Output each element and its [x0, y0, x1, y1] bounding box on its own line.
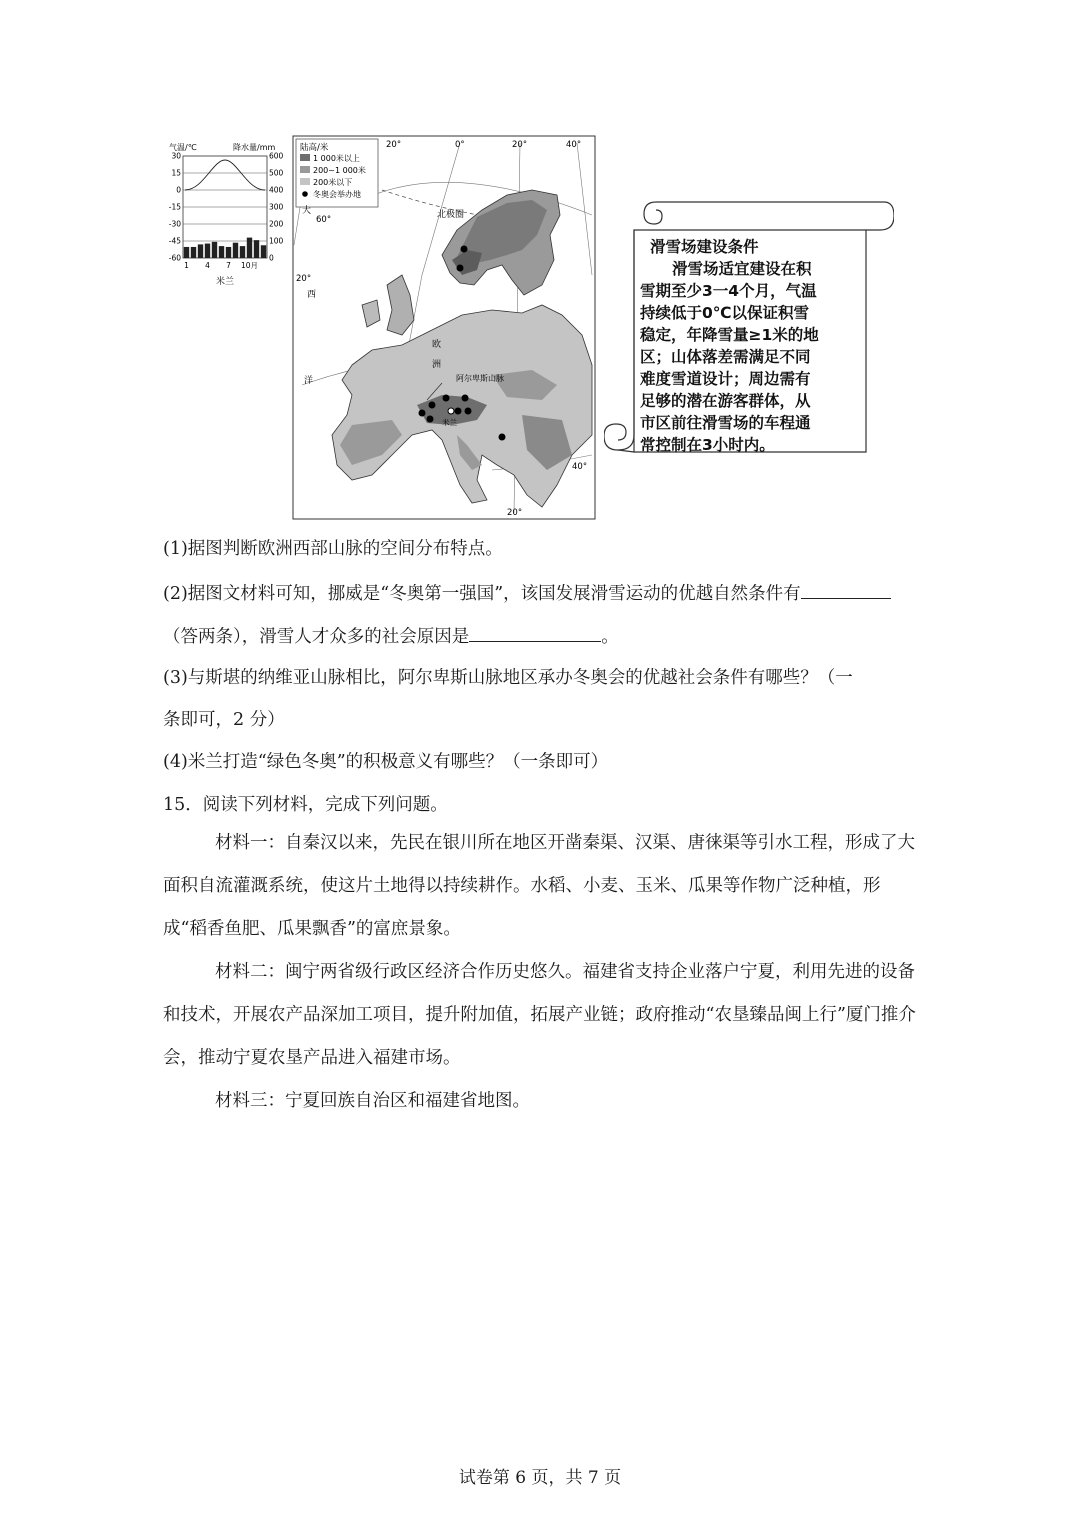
lat-label: 20° — [296, 274, 312, 284]
legend-venue: 冬奥会举办地 — [313, 190, 361, 199]
question-2-text: (2)据图文材料可知，挪威是“冬奥第一强国”，该国发展滑雪运动的优越自然条件有 — [163, 584, 801, 604]
venue-dot — [443, 395, 450, 402]
scroll-line: 足够的潜在游客群体，从 — [640, 392, 811, 410]
answer-blank[interactable] — [469, 623, 601, 642]
question-15: 15．阅读下列材料，完成下列问题。 — [163, 795, 448, 815]
lon-label: 40° — [566, 140, 582, 150]
venue-dot — [455, 408, 462, 415]
precip-bar — [261, 245, 266, 258]
venue-dot — [465, 408, 472, 415]
legend-title: 陆高/米 — [300, 143, 329, 153]
scroll-line: 区；山体落差需满足不同 — [640, 348, 811, 366]
legend-mid: 200~1 000米 — [313, 166, 366, 175]
question-2-end: 。 — [601, 627, 619, 647]
temp-tick: 0 — [176, 185, 181, 195]
precip-tick: 200 — [269, 219, 284, 229]
climate-right-axis-label: 降水量/mm — [233, 143, 276, 152]
temp-tick: -45 — [168, 236, 181, 246]
month-tick: 4 — [205, 261, 210, 270]
precip-bar — [233, 243, 238, 258]
lon-label: 20° — [507, 508, 523, 518]
precip-tick: 500 — [269, 168, 284, 178]
temp-tick: 30 — [171, 151, 181, 161]
month-tick: 1 — [184, 261, 189, 270]
temp-tick: -15 — [168, 202, 181, 212]
question-3-line1: (3)与斯堪的纳维亚山脉相比，阿尔卑斯山脉地区承办冬奥会的优越社会条件有哪些？（一 — [163, 668, 853, 688]
map-legend — [296, 139, 378, 207]
legend-high: 1 000米以上 — [313, 154, 360, 163]
material-1-text: 材料一：自秦汉以来，先民在银川所在地区开凿秦渠、汉渠、唐徕渠等引水工程，形成了大面积自流灌溉系统，使这片土地得以持续耕作。水稻、小麦、玉米、瓜果等作物广泛种植，形成“稻香鱼肥、瓜果飘香”的富庶景象。 — [163, 833, 915, 939]
material-3-text: 材料三：宁夏回族自治区和福建省地图。 — [215, 1091, 530, 1111]
material-2-text: 材料二：闽宁两省级行政区经济合作历史悠久。福建省支持企业落户宁夏，利用先进的设备和技术，开展农产品深加工项目，提升附加值，拓展产业链；政府推动“农垦臻品闽上行”厦门推介会，推动宁夏农垦产品进入福建市场。 — [163, 962, 916, 1068]
answer-blank[interactable] — [801, 580, 891, 599]
scroll-line: 雪期至少3一4个月，气温 — [640, 282, 817, 300]
venue-dot — [461, 246, 468, 253]
ocean-label: 洋 — [304, 376, 314, 386]
venue-dot — [429, 402, 436, 409]
precip-bar — [198, 244, 203, 258]
venue-dot — [499, 434, 506, 441]
scroll-line: 市区前往滑雪场的车程通 — [640, 414, 811, 432]
ocean-label: 西 — [307, 290, 317, 300]
venue-dot — [457, 265, 464, 272]
material-3 — [163, 1080, 918, 1123]
scroll-title: 滑雪场建设条件 — [650, 238, 759, 256]
temp-tick: -60 — [168, 253, 181, 263]
precip-tick: 300 — [269, 202, 284, 212]
precip-tick: 600 — [269, 151, 284, 161]
lat-label: 40° — [572, 462, 588, 472]
lat-label: 60° — [316, 215, 332, 225]
legend-low: 200米以下 — [313, 178, 353, 187]
temp-tick: -30 — [168, 219, 181, 229]
precip-bar — [240, 246, 245, 258]
lon-label: 20° — [512, 140, 528, 150]
arctic-circle-label: 北极圈 — [437, 210, 465, 220]
lon-label: 0° — [455, 140, 465, 150]
scroll-line: 持续低于0℃以保证积雪 — [640, 304, 810, 322]
month-tick: 10月 — [240, 261, 259, 270]
question-3-line2: 条即可，2 分） — [163, 710, 285, 730]
material-1 — [163, 822, 918, 951]
climate-left-axis-label: 气温/℃ — [169, 143, 197, 152]
ocean-label: 大 — [302, 206, 312, 216]
scroll-line: 常控制在3小时内。 — [640, 436, 775, 454]
climate-station-name: 米兰 — [215, 277, 235, 287]
precip-bar — [219, 246, 224, 258]
question-2-line1 — [163, 580, 891, 606]
milan-climate-chart — [163, 138, 293, 288]
precip-bar — [205, 244, 210, 258]
venue-dot — [419, 410, 426, 417]
milan-marker — [448, 408, 454, 414]
precip-tick: 400 — [269, 185, 284, 195]
precip-tick: 100 — [269, 236, 284, 246]
alps-label: 阿尔卑斯山脉 — [456, 374, 504, 383]
venue-dot — [462, 395, 469, 402]
milan-label: 米兰 — [442, 418, 457, 427]
question-1: (1)据图判断欧洲西部山脉的空间分布特点。 — [163, 539, 503, 559]
continent-label: 欧 — [432, 340, 442, 350]
question-2-text: （答两条），滑雪人才众多的社会原因是 — [163, 627, 470, 647]
scroll-line: 稳定，年降雪量≥1米的地 — [640, 326, 819, 344]
precip-bar — [226, 247, 231, 258]
precip-bar — [191, 247, 196, 258]
scroll-content — [640, 236, 866, 456]
precip-bar — [247, 238, 252, 258]
temp-tick: 15 — [171, 168, 181, 178]
precip-bar — [184, 247, 189, 258]
precip-tick: 0 — [269, 253, 274, 263]
precip-bar — [254, 240, 259, 258]
material-2 — [163, 951, 918, 1080]
venue-dot — [427, 416, 434, 423]
temperature-curve — [185, 160, 265, 190]
page-footer: 试卷第 6 页，共 7 页 — [458, 1468, 622, 1488]
scroll-line: 难度雪道设计；周边需有 — [640, 370, 811, 388]
scroll-line: 滑雪场适宜建设在积 — [672, 260, 812, 278]
question-2-line2 — [163, 623, 619, 649]
lon-label: 20° — [386, 140, 402, 150]
precip-bar — [212, 242, 217, 258]
continent-label: 洲 — [432, 360, 442, 370]
month-tick: 7 — [226, 261, 231, 270]
question-4: (4)米兰打造“绿色冬奥”的积极意义有哪些？（一条即可） — [163, 752, 609, 772]
europe-map — [292, 135, 596, 520]
